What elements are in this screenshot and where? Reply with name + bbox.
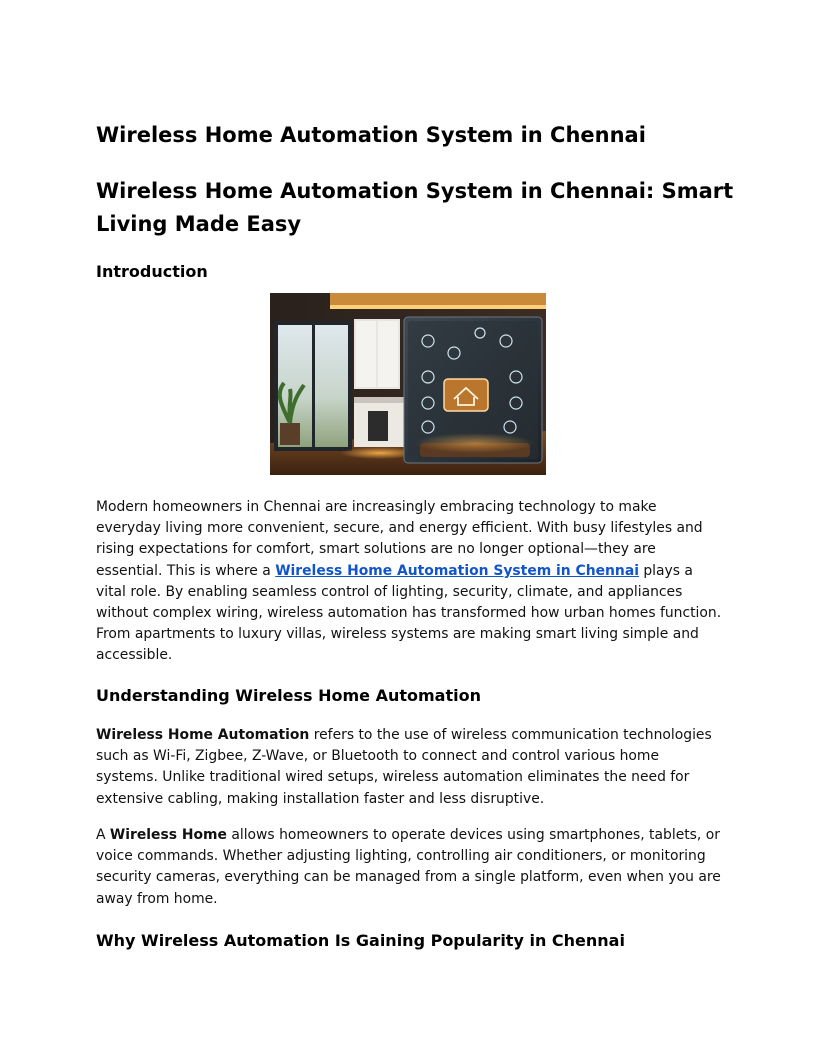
introduction-text-before-link: Modern homeowners in Chennai are increasingly embracing technology to make everyday living more convenient, secure, and energy efficient. With busy lifestyles and rising expectations for comfort, smart solutions are no longer optional—they are essential. This is where a bbox=[96, 499, 703, 579]
understanding-paragraph-1-bold: Wireless Home Automation bbox=[96, 727, 310, 743]
smart-home-illustration bbox=[270, 293, 546, 475]
understanding-paragraph-1-text: refers to the use of wireless communication technologies such as Wi-Fi, Zigbee, Z-Wave, or Bluetooth to connect and control various home systems. Unlike traditional wired setups, wireless automation eliminates the need for extensive cabling, making installation faster and less disruptive. bbox=[96, 727, 712, 807]
understanding-paragraph-1 bbox=[96, 725, 724, 810]
wireless-home-automation-link[interactable]: Wireless Home Automation System in Chennai bbox=[275, 562, 639, 579]
understanding-heading: Understanding Wireless Home Automation bbox=[96, 686, 481, 705]
understanding-paragraph-2-lead: A bbox=[96, 827, 110, 843]
why-popularity-heading: Why Wireless Automation Is Gaining Popularity in Chennai bbox=[96, 931, 625, 950]
introduction-text-after-link: plays a vital role. By enabling seamless control of lighting, security, climate, and appliances without complex wiring, wireless automation has transformed how urban homes function. From apartments to luxury villas, wireless systems are making smart living simple and accessible. bbox=[96, 562, 722, 664]
introduction-paragraph bbox=[96, 497, 724, 667]
document-title: Wireless Home Automation System in Chennai bbox=[96, 123, 646, 147]
document-subtitle: Wireless Home Automation System in Chennai: Smart Living Made Easy bbox=[96, 179, 734, 236]
introduction-heading: Introduction bbox=[96, 262, 208, 281]
understanding-paragraph-2 bbox=[96, 825, 724, 910]
understanding-paragraph-2-text: allows homeowners to operate devices using smartphones, tablets, or voice commands. Whether adjusting lighting, controlling air conditioners, or monitoring security cameras, everything can be managed from a single platform, even when you are away from home. bbox=[96, 827, 721, 907]
understanding-paragraph-2-bold: Wireless Home bbox=[109, 827, 227, 843]
smart-home-hero-image bbox=[270, 293, 546, 475]
